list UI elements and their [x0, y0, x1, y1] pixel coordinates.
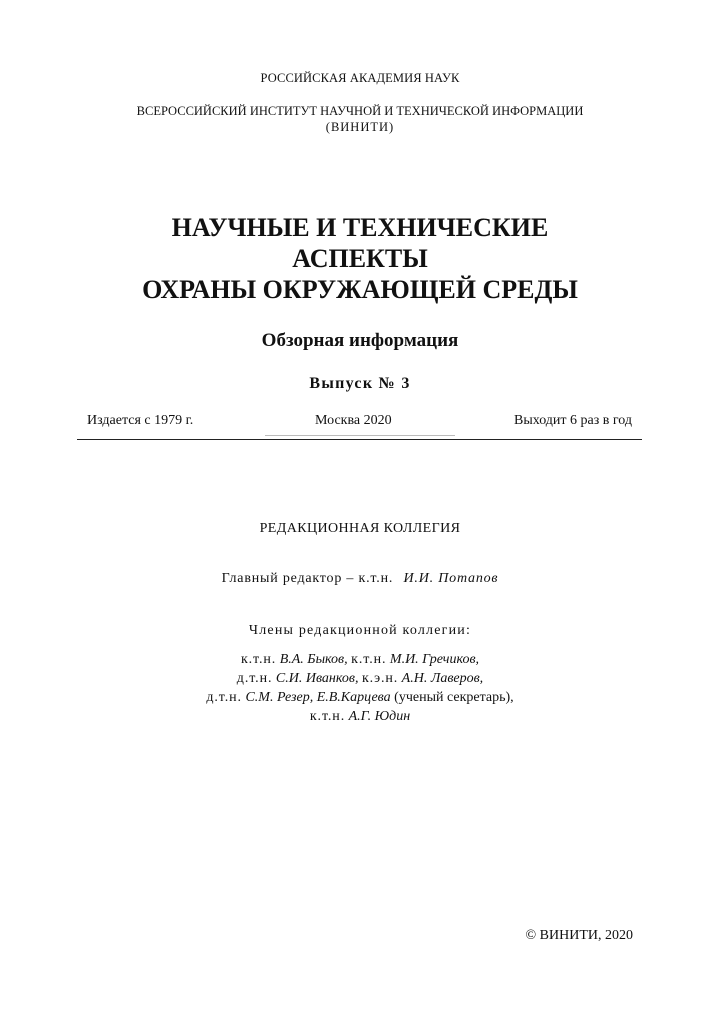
members-line-3	[0, 688, 720, 707]
chief-editor-line	[0, 571, 720, 587]
member-degree: к.э.н.	[361, 671, 399, 686]
member-degree: д.т.н.	[236, 671, 273, 686]
member-degree: к.т.н.	[240, 652, 277, 667]
members-line-2	[0, 669, 720, 688]
copyright-notice: © ВИНИТИ, 2020	[525, 928, 633, 943]
member-name: А.Г. Юдин	[348, 709, 411, 724]
academy-name: РОССИЙСКАЯ АКАДЕМИЯ НАУК	[260, 71, 460, 85]
member-degree: к.т.н.	[351, 652, 387, 667]
board-members-heading: Члены редакционной коллегии:	[248, 623, 472, 638]
members-line-4	[0, 707, 720, 726]
publication-subtitle: Обзорная информация	[261, 330, 459, 351]
published-since: Издается с 1979 г.	[87, 413, 194, 428]
member-name: М.И. Гречиков,	[389, 652, 480, 667]
horizontal-rule	[77, 439, 642, 440]
member-degree: д.т.н.	[206, 690, 242, 705]
publication-frequency: Выходит 6 раз в год	[513, 413, 632, 428]
member-role: (ученый секретарь),	[394, 690, 514, 705]
thin-divider	[265, 435, 455, 436]
member-name: А.Н. Лаверов,	[401, 671, 484, 686]
publication-title	[0, 212, 720, 305]
chief-editor-label: Главный редактор – к.т.н.	[221, 571, 394, 586]
editorial-board-heading: РЕДАКЦИОННАЯ КОЛЛЕГИЯ	[259, 521, 461, 536]
member-name: В.А. Быков,	[279, 652, 348, 667]
member-name: С.И. Иванков,	[275, 671, 359, 686]
chief-editor-name: И.И. Потапов	[403, 571, 499, 586]
members-line-1	[0, 650, 720, 669]
institute-name: ВСЕРОССИЙСКИЙ ИНСТИТУТ НАУЧНОЙ И ТЕХНИЧЕСКОЙ ИНФОРМАЦИИ	[136, 104, 584, 118]
board-members-list	[0, 650, 720, 726]
member-name: Е.В.Карцева	[316, 690, 391, 705]
member-name: С.М. Резер,	[245, 690, 314, 705]
issue-number: Выпуск № 3	[309, 375, 411, 392]
place-and-year: Москва 2020	[315, 413, 392, 428]
title-line-1: НАУЧНЫЕ И ТЕХНИЧЕСКИЕ	[171, 213, 549, 242]
title-line-2: АСПЕКТЫ	[292, 244, 428, 273]
institute-abbreviation: (ВИНИТИ)	[325, 120, 395, 134]
publication-info-row	[77, 413, 642, 437]
title-line-3: ОХРАНЫ ОКРУЖАЮЩЕЙ СРЕДЫ	[142, 275, 578, 304]
member-degree: к.т.н.	[309, 709, 346, 724]
